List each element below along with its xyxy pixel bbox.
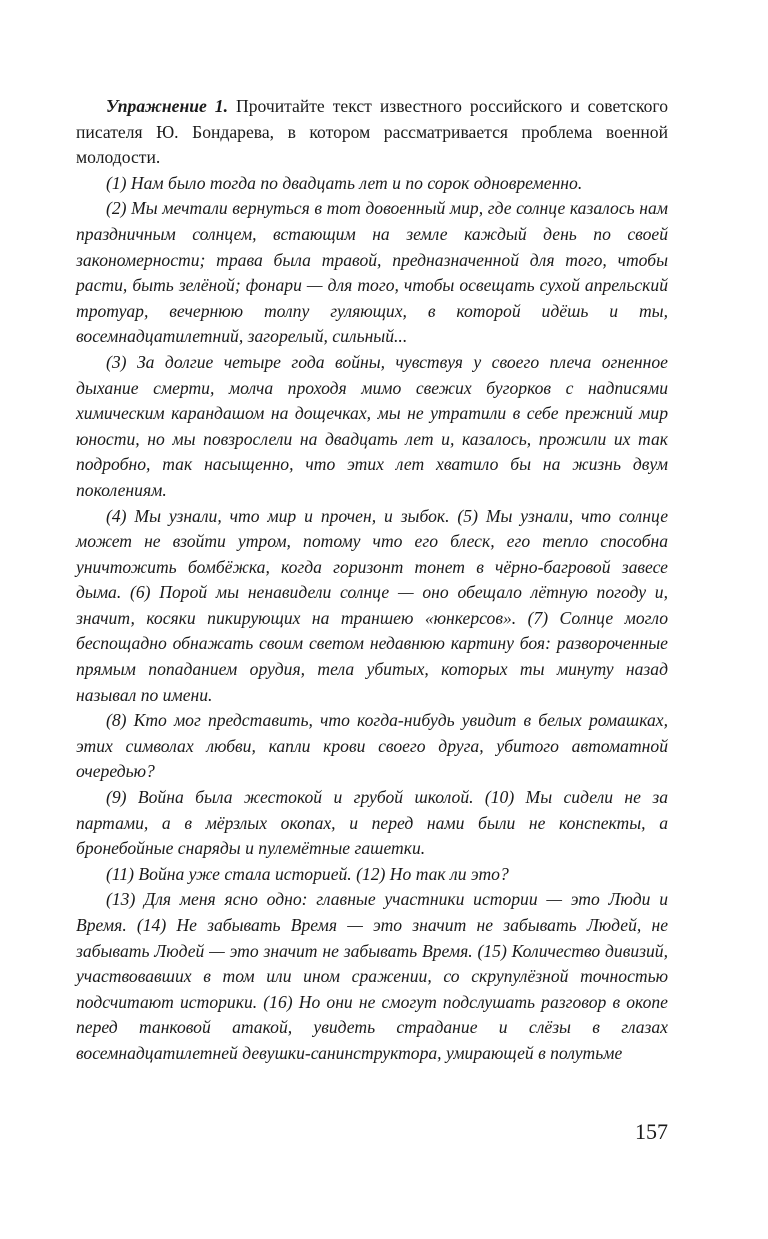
paragraph-8: (13) Для меня ясно одно: главные участники истории — это Люди и Время. (14) Не забывать Время — это значит не забывать Людей, не забывать Людей — это значит не забывать Время. (15) Количество дивизий, участвовавших в том или ином сражении, со скрупулёзной точностью подсчитают историки. (16) Но они не смогут подслушать разговор в окопе перед танковой атакой, увидеть страдание и слёзы в глазах восемнадцатилетней девушки-санинструктора, умирающей в полутьме bbox=[76, 889, 668, 1063]
paragraph-7: (11) Война уже стала историей. (12) Но так ли это? bbox=[106, 863, 509, 884]
paragraph-6: (9) Война была жестокой и грубой школой. (10) Мы сидели не за партами, а в мёрзлых окопах, и перед нами были не конспекты, а бронебойные снаряды и пулемётные гашетки. bbox=[76, 787, 668, 859]
paragraph-4: (4) Мы узнали, что мир и прочен, и зыбок. (5) Мы узнали, что солнце может не взойти утром, потому что его блеск, его тепло способна уничтожить бомбёжка, когда горизонт тонет в чёрно-багровой завесе дыма. (6) Порой мы ненавидели солнце — оно обещало лётную погоду и, значит, косяки пикирующих на траншею «юнкерсов». (7) Солнце могло беспощадно обнажать своим светом недавнюю картину боя: развороченные прямым попаданием орудия, тела убитых, которых ты минуту назад называл по имени. bbox=[76, 505, 668, 705]
paragraph-5: (8) Кто мог представить, что когда-нибудь увидит в белых ромашках, этих символах любви, капли крови своего друга, убитого автоматной очередью? bbox=[76, 710, 668, 782]
exercise-intro bbox=[76, 94, 668, 171]
paragraph-2: (2) Мы мечтали вернуться в тот довоенный мир, где солнце казалось нам праздничным солнцем, встающим на земле каждый день по своей закономерности; трава была травой, предназначенной для того, чтобы расти, быть зелёной; фонари — для того, чтобы освещать сухой апрельский тротуар, вечернюю толпу гуляющих, в которой идёшь и ты, восемнадцатилетний, загорелый, сильный... bbox=[76, 198, 668, 347]
page-body bbox=[76, 94, 668, 1067]
paragraph-1: (1) Нам было тогда по двадцать лет и по сорок одновременно. bbox=[106, 172, 583, 193]
paragraph-3: (3) За долгие четыре года войны, чувствуя у своего плеча огненное дыхание смерти, молча проходя мимо свежих бугорков с надписями химическим карандашом на дощечках, мы не утратили в себе прежний мир юности, но мы повзрослели на двадцать лет и, казалось, прожили их так подробно, так насыщенно, что этих лет хватило бы на жизнь двум поколениям. bbox=[76, 351, 668, 500]
exercise-intro-text: Прочитайте текст известного российского и советского писателя Ю. Бондарева, в котором рассматривается проблема военной молодости. bbox=[76, 96, 668, 168]
exercise-label: Упражнение 1. bbox=[106, 96, 229, 116]
page-number: 157 bbox=[635, 1119, 668, 1144]
